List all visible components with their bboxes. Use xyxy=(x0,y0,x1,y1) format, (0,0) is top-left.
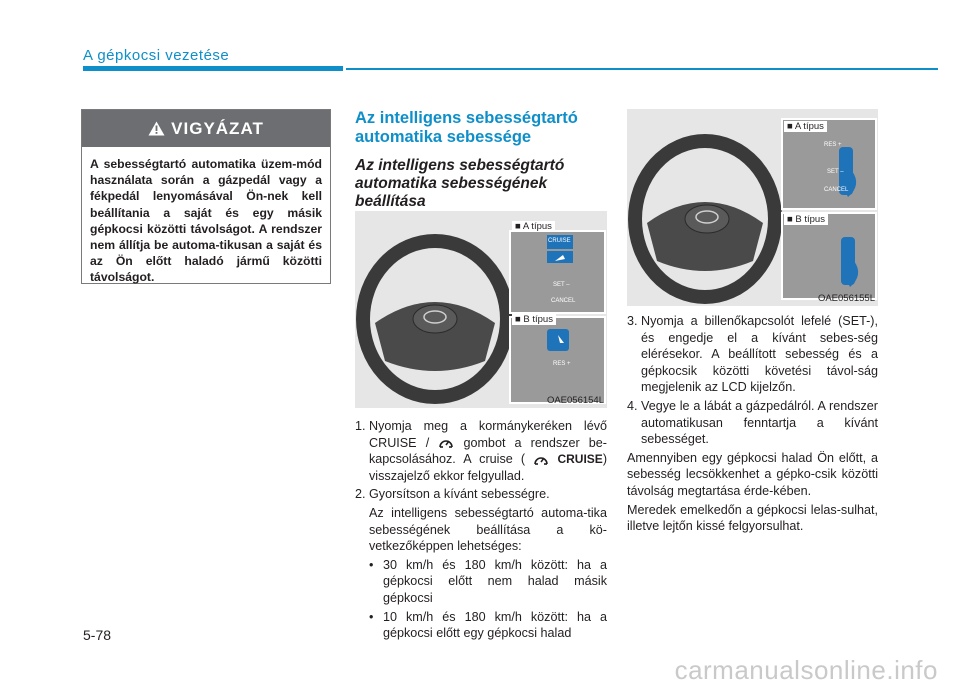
step-text: Nyomja a billenőkapcsolót lefelé (SET-), és engedje el a kívánt sebes-ség elérésekor. A beállított sebesség és a gépkocsik közötti követési távol-ság megjelenik az LCD kijelzőn. xyxy=(641,314,878,395)
cruise-button-label: CRUISE xyxy=(548,238,571,244)
cancel-button-label: CANCEL xyxy=(824,187,849,193)
steering-wheel-figure-2 xyxy=(627,109,878,306)
caution-box xyxy=(81,109,331,284)
step-number: 3. xyxy=(627,314,638,328)
header-rule-thin xyxy=(346,68,938,70)
type-a-label: ■ A típus xyxy=(512,221,555,232)
header-rule-thick xyxy=(83,66,343,71)
steering-wheel-figure-1 xyxy=(355,211,607,408)
step-text: Vegye le a lábát a gázpedálról. A rendszer automatikusan fenntartja a kívánt sebességet. xyxy=(641,398,878,447)
steps-list-1 xyxy=(355,418,607,642)
type-b-label: ■ B típus xyxy=(512,314,556,325)
steps-list-2 xyxy=(627,313,878,535)
cruise-speedometer-icon xyxy=(438,437,454,449)
figure-code: OAE056154L xyxy=(546,395,604,406)
type-a-label: ■ A típus xyxy=(784,121,827,132)
step-number: 1. xyxy=(355,419,366,433)
bullet: • xyxy=(369,609,374,624)
paragraph: Meredek emelkedőn a gépkocsi lelas-sulhat, illetve lejtőn kissé felgyorsulhat. xyxy=(627,502,878,534)
type-b-label: ■ B típus xyxy=(784,214,828,225)
step-text-part: gombot a rendszer be-kapcsolásához. A cruise ( xyxy=(369,435,607,467)
bullet: • xyxy=(369,557,374,572)
caution-text: A sebességtartó automatika üzem-mód használata során a gázpedál vagy a fékpedál lenyomásával Ön-nek kell beállítania a saját és egy másik gépkocsi közötti távolságot. A rendszer nem állítja be automa-tikusan a saját és az Ön előtt haladó jármű közötti távolságot. xyxy=(90,157,322,285)
cruise-speedometer-icon xyxy=(533,454,549,466)
section-subheading: Az intelligens sebességtartó automatika sebességének beállítása xyxy=(355,157,565,210)
steering-wheel-illustration xyxy=(627,109,878,306)
list-item xyxy=(627,398,878,448)
step-text-part: Nyomja meg a kormánykeréken lévő CRUISE / xyxy=(369,419,607,450)
set-button-label: SET – xyxy=(553,282,570,288)
caution-title: VIGYÁZAT xyxy=(171,118,264,138)
step-text xyxy=(369,418,607,484)
step-number: 2. xyxy=(355,487,366,502)
step-subtext: Az intelligens sebességtartó automa-tika sebességének beállítása a kö-vetkezőképpen lehetséges: xyxy=(369,505,607,554)
step-number: 4. xyxy=(627,398,638,413)
bullet-text: 30 km/h és 180 km/h között: ha a gépkocsi előtt nem halad másik gépkocsi xyxy=(383,557,607,605)
step-text: Gyorsítson a kívánt sebességre. xyxy=(369,487,550,502)
list-item xyxy=(355,486,607,503)
section-title: A gépkocsi vezetése xyxy=(83,47,230,64)
bullet-text: 10 km/h és 180 km/h között: ha a gépkocsi előtt egy gépkocsi halad xyxy=(383,609,607,641)
step-text-part: ) visszajelző ekkor felgyullad. xyxy=(369,452,608,483)
list-item xyxy=(369,557,607,607)
cancel-button-label: CANCEL xyxy=(551,298,576,304)
page-number: 5-78 xyxy=(83,627,112,643)
res-button-label: RES + xyxy=(553,361,571,367)
list-item xyxy=(627,313,878,396)
caution-header xyxy=(82,110,330,147)
watermark: carmanualsonline.info xyxy=(674,655,938,685)
list-item xyxy=(355,418,607,484)
cruise-indicator-label: CRUISE xyxy=(557,452,603,467)
paragraph: Amennyiben egy gépkocsi halad Ön előtt, a sebesség lecsökkenhet a gépko-csik közötti távolság megtartása érde-kében. xyxy=(627,450,878,498)
section-headings xyxy=(355,109,607,211)
section-heading: Az intelligens sebességtartó automatika sebessége xyxy=(355,109,578,146)
figure-code: OAE056155L xyxy=(817,293,875,304)
set-button-label: SET – xyxy=(827,169,844,175)
list-item xyxy=(369,609,607,642)
res-button-label: RES + xyxy=(824,142,842,148)
warning-triangle-icon xyxy=(148,121,165,136)
